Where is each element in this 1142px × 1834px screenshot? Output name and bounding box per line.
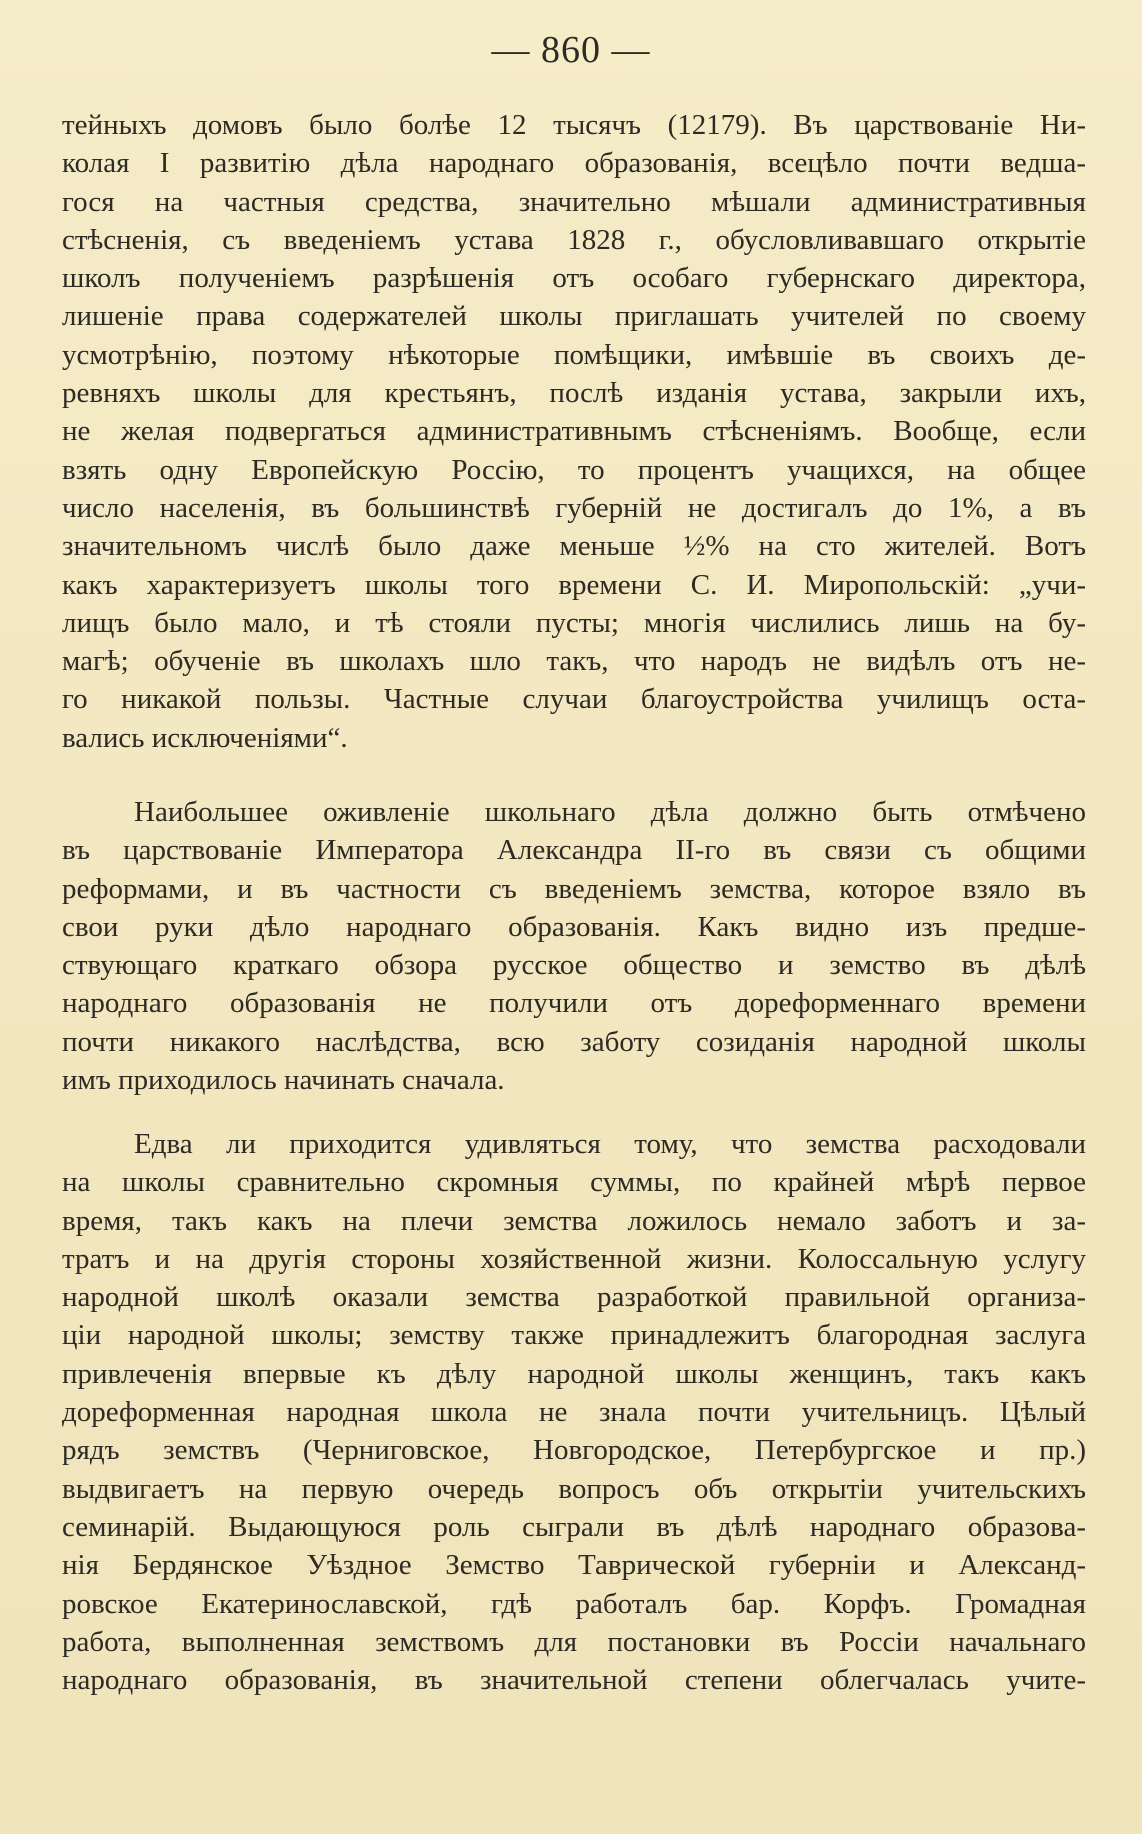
text-line: семинарій. Выдающуюся роль сыграли въ дѣлѣ народнаго образова-	[62, 1510, 1086, 1543]
text-line: дореформенная народная школа не знала почти учительницъ. Цѣлый	[62, 1396, 1086, 1429]
page-number: — 860 —	[491, 29, 651, 71]
text-line: магѣ; обученіе въ школахъ шло такъ, что народъ не видѣлъ отъ не-	[62, 645, 1086, 678]
text-line: число населенія, въ большинствѣ губерній не достигалъ до 1%, а въ	[62, 491, 1086, 524]
text-line: тейныхъ домовъ было болѣе 12 тысячъ (12179). Въ царствованіе Ни-	[62, 109, 1086, 141]
text-line: не желая подвергаться административнымъ стѣсненіямъ. Вообще, если	[62, 415, 1086, 448]
text-line: почти никакого наслѣдства, всю заботу созиданія народной школы	[62, 1025, 1086, 1058]
text-line: работа, выполненная земствомъ для постановки въ Россіи начальнаго	[62, 1625, 1086, 1658]
text-line: ціи народной школы; земству также принадлежитъ благородная заслуга	[62, 1319, 1086, 1352]
text-line: стѣсненія, съ введеніемъ устава 1828 г., обусловливавшаго открытіе	[62, 223, 1086, 256]
text-line: ствующаго краткаго обзора русское общество и земство въ дѣлѣ	[62, 949, 1086, 982]
text-line: выдвигаетъ на первую очередь вопросъ объ открытіи учительскихъ	[62, 1472, 1086, 1505]
text-line: народнаго образованія не получили отъ дореформеннаго времени	[62, 987, 1086, 1020]
text-line: народнаго образованія, въ значительной степени облегчалась учите-	[62, 1664, 1086, 1697]
text-line: привлеченія впервые къ дѣлу народной школы женщинъ, такъ какъ	[62, 1357, 1086, 1390]
text-line: лишеніе права содержателей школы приглашать учителей по своему	[62, 300, 1086, 333]
text-line: тратъ и на другія стороны хозяйственной жизни. Колоссальную услугу	[62, 1242, 1086, 1275]
text-line: гося на частныя средства, значительно мѣшали административныя	[62, 185, 1086, 218]
text-line: свои руки дѣло народнаго образованія. Какъ видно изъ предше-	[62, 910, 1086, 943]
text-line: народной школѣ оказали земства разработкой правильной организа-	[62, 1281, 1086, 1314]
text-line: ровское Екатеринославской, гдѣ работалъ бар. Корфъ. Громадная	[62, 1587, 1086, 1620]
text-line: лищъ было мало, и тѣ стояли пусты; многія числились лишь на бу-	[62, 606, 1086, 639]
paragraph-1	[62, 106, 1086, 757]
text-line: имъ приходилось начинать сначала.	[62, 1064, 505, 1097]
text-line: колая I развитію дѣла народнаго образованія, всецѣло почти ведша-	[62, 147, 1086, 180]
text-line: взять одну Европейскую Россію, то процентъ учащихся, на общее	[62, 453, 1086, 486]
text-line: какъ характеризуетъ школы того времени С. И. Миропольскій: „учи-	[62, 568, 1086, 601]
text-line: усмотрѣнію, поэтому нѣкоторые помѣщики, имѣвшіе въ своихъ де-	[62, 338, 1086, 371]
text-line: го никакой пользы. Частные случаи благоустройства училищъ оста-	[62, 683, 1086, 716]
text-line: рядъ земствъ (Черниговское, Новгородское, Петербургское и пр.)	[62, 1434, 1086, 1467]
text-line: значительномъ числѣ было даже меньше ½% на сто жителей. Вотъ	[62, 530, 1086, 563]
text-line: вались исключеніями“.	[62, 721, 348, 754]
text-line: Едва ли приходится удивляться тому, что земства расходовали	[134, 1128, 1086, 1160]
text-line: время, такъ какъ на плечи земства ложилось немало заботъ и за-	[62, 1204, 1086, 1237]
text-line: Наибольшее оживленіе школьнаго дѣла должно быть отмѣчено	[134, 796, 1086, 828]
text-line: въ царствованіе Императора Александра II-го въ связи съ общими	[62, 834, 1086, 867]
text-line: нія Бердянское Уѣздное Земство Таврической губерніи и Александ-	[62, 1549, 1086, 1582]
text-line: ревняхъ школы для крестьянъ, послѣ изданія устава, закрыли ихъ,	[62, 377, 1086, 410]
paragraph-2	[62, 793, 1086, 1099]
text-line: на школы сравнительно скромныя суммы, по крайней мѣрѣ первое	[62, 1166, 1086, 1199]
text-line: школъ полученіемъ разрѣшенія отъ особаго губернскаго директора,	[62, 262, 1086, 295]
paragraph-3	[62, 1125, 1086, 1699]
text-line: реформами, и въ частности съ введеніемъ земства, которое взяло въ	[62, 872, 1086, 905]
